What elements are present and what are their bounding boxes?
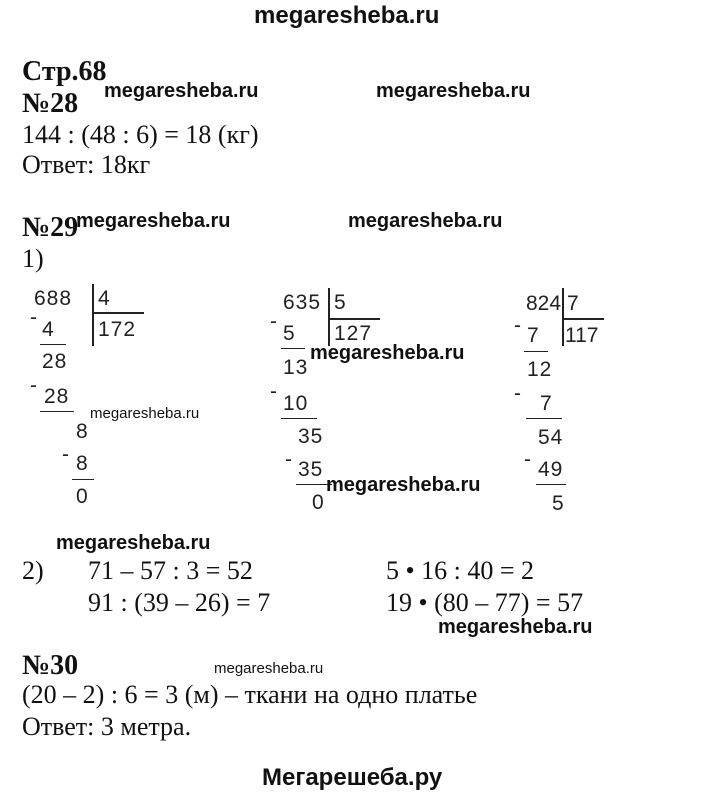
- step-line: [526, 418, 562, 419]
- watermark-part2-left: megaresheba.ru: [56, 532, 211, 554]
- final-remainder: 0: [76, 485, 89, 508]
- watermark-top: megaresheba.ru: [254, 2, 440, 29]
- part-2-label: 2): [22, 556, 44, 585]
- minus-sign: -: [514, 382, 522, 405]
- minus-sign: -: [30, 374, 38, 397]
- step-subtrahend: 28: [44, 385, 70, 408]
- watermark-div1: megaresheba.ru: [90, 405, 200, 422]
- step-subtrahend: 35: [298, 458, 324, 481]
- task-28-answer: Ответ: 18кг: [22, 150, 151, 179]
- dividend: 824: [526, 292, 562, 315]
- minus-sign: -: [30, 306, 38, 329]
- task-30-answer: Ответ: 3 метра.: [22, 712, 192, 741]
- step-line: [536, 484, 566, 485]
- minus-sign: -: [285, 448, 293, 471]
- divisor: 7: [567, 292, 580, 315]
- watermark-28-left: megaresheba.ru: [104, 80, 259, 102]
- quotient: 127: [334, 322, 373, 345]
- step-line: [40, 411, 74, 412]
- minus-sign: -: [270, 380, 278, 403]
- watermark-29-right: megaresheba.ru: [348, 210, 503, 232]
- watermark-28-right: megaresheba.ru: [376, 80, 531, 102]
- quotient-line: [328, 318, 380, 320]
- task-30-number: №30: [22, 650, 79, 681]
- page-label: Стр.68: [22, 56, 107, 87]
- step-line: [281, 348, 305, 349]
- division-bar: [92, 284, 94, 346]
- step-remainder: 8: [76, 420, 89, 443]
- quotient: 172: [98, 318, 137, 341]
- part-1-label: 1): [22, 244, 44, 273]
- watermark-30: megaresheba.ru: [214, 660, 324, 677]
- dividend: 635: [283, 291, 322, 314]
- expression-2: 91 : (39 – 26) = 7: [88, 588, 271, 617]
- quotient-line: [562, 318, 604, 320]
- step-remainder: 28: [42, 350, 68, 373]
- step-subtrahend: 5: [283, 322, 296, 345]
- task-30-equation: (20 – 2) : 6 = 3 (м) – ткани на одно платье: [22, 680, 478, 709]
- quotient-line: [92, 312, 144, 314]
- step-subtrahend: 7: [540, 392, 553, 415]
- step-subtrahend: 7: [527, 324, 540, 347]
- step-line: [72, 479, 94, 480]
- task-29-number: №29: [22, 212, 79, 243]
- step-remainder: 54: [538, 426, 564, 449]
- watermark-29-left: megaresheba.ru: [76, 210, 231, 232]
- watermark-div2: megaresheba.ru: [310, 342, 465, 364]
- expression-1: 71 – 57 : 3 = 52: [88, 556, 253, 585]
- divisor: 5: [334, 291, 347, 314]
- minus-sign: -: [514, 314, 522, 337]
- step-line: [281, 418, 317, 419]
- expression-4: 19 • (80 – 77) = 57: [386, 588, 584, 617]
- minus-sign: -: [524, 448, 532, 471]
- task-28-number: №28: [22, 88, 79, 119]
- quotient: 117: [565, 324, 599, 347]
- expression-3: 5 • 16 : 40 = 2: [386, 556, 534, 585]
- step-remainder: 13: [283, 356, 309, 379]
- divisor: 4: [98, 287, 111, 310]
- step-remainder: 12: [527, 358, 553, 381]
- division-bar: [328, 288, 330, 346]
- step-subtrahend: 4: [42, 318, 55, 341]
- watermark-bottom: Мегарешеба.ру: [262, 764, 443, 791]
- final-remainder: 0: [312, 491, 325, 514]
- watermark-div2-bottom: megaresheba.ru: [326, 474, 481, 496]
- step-subtrahend: 10: [283, 392, 309, 415]
- final-remainder: 5: [552, 492, 565, 515]
- step-line: [524, 351, 548, 352]
- task-28-equation: 144 : (48 : 6) = 18 (кг): [22, 120, 259, 149]
- minus-sign: -: [62, 443, 70, 466]
- division-bar: [562, 288, 564, 346]
- step-remainder: 35: [298, 425, 324, 448]
- watermark-part2-right: megaresheba.ru: [438, 616, 593, 638]
- dividend: 688: [34, 287, 73, 310]
- step-subtrahend: 8: [76, 452, 89, 475]
- step-line: [40, 344, 66, 345]
- minus-sign: -: [270, 310, 278, 333]
- step-subtrahend: 49: [538, 458, 564, 481]
